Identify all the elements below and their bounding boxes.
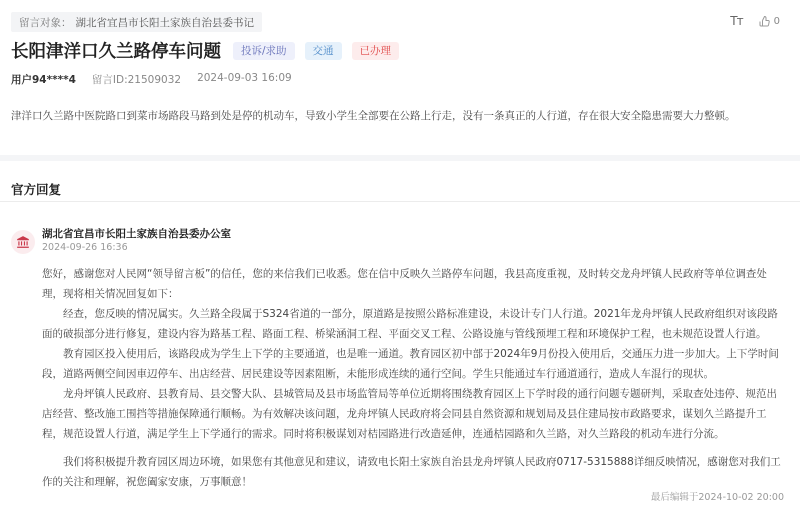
post-content: 津洋口久兰路中医院路口到菜市场路段马路到处是停的机动车，导致小学生全部要在公路上行走，没有一条真正的人行道，存在很大安全隐患需要大力整顿。 xyxy=(11,110,736,122)
page-title: 长阳津洋口久兰路停车问题 xyxy=(11,42,221,62)
like-count: 0 xyxy=(773,15,780,27)
section-divider xyxy=(0,155,800,161)
area-tag[interactable]: 交通 xyxy=(305,42,342,60)
status-badge: 已办理 xyxy=(352,42,400,60)
reply-org-name: 湖北省宜昌市长阳土家族自治县委办公室 xyxy=(42,228,231,240)
reply-paragraph: 经查，您反映的情况属实。久兰路全段属于S324省道的一部分，原道路是按照公路标准建设，未设计专门人行道。2021年龙舟坪镇人民政府组织对该段路面的破损部分进行修复，建设内容为路基工程、路面工程、桥梁涵洞工程、平面交叉工程、公路设施与管线预埋工程和环境保护工程，也未规范设置人行道。 xyxy=(42,308,778,340)
reply-body xyxy=(42,264,787,492)
last-edited: 最后编辑于2024-10-02 20:00 xyxy=(650,492,784,503)
post-date: 2024-09-03 16:09 xyxy=(197,72,292,84)
reply-date: 2024-09-26 16:36 xyxy=(42,242,128,253)
reply-section-title: 官方回复 xyxy=(11,182,62,197)
reply-paragraph: 龙舟坪镇人民政府、县教育局、县交警大队、县城管局及县市场监管局等单位近期将围绕教育园区上下学时段的通行问题专题研判，采取查处违停、规范出店经营、整改施工围挡等措施保障通行顺畅。为有效解决该问题，龙舟坪镇人民政府将会同县自然资源和规划局及县住建局按市政路要求，谋划久兰路提升工程，规范设置人行道，满足学生上下学通行的需求。同时将积极谋划对桔园路进行改造延伸，连通桔园路和久兰路，对久兰路段的机动车进行分流。 xyxy=(42,388,777,440)
government-building-icon xyxy=(16,235,30,249)
like-button[interactable] xyxy=(759,15,780,27)
target-value[interactable]: 湖北省宜昌市长阳土家族自治县委书记 xyxy=(75,16,254,29)
font-size-icon[interactable]: Tт xyxy=(730,14,743,28)
toolbar xyxy=(730,14,780,28)
message-id: 留言ID:21509032 xyxy=(91,74,182,86)
org-avatar xyxy=(11,230,35,254)
reply-paragraph: 我们将积极提升教育园区周边环境，如果您有其他意见和建议，请致电长阳土家族自治县龙舟坪镇人民政府0717-5315888详细反映情况，感谢您对我们工作的关注和理解，祝您阖家安康，万事顺意！ xyxy=(42,456,781,488)
reply-divider xyxy=(0,201,800,202)
category-tag[interactable]: 投诉/求助 xyxy=(233,42,295,60)
reply-paragraph: 教育园区投入使用后，该路段成为学生上下学的主要通道，也是唯一通道。教育园区初中部于2024年9月份投入使用后，交通压力进一步加大。上下学时间段，道路两侧空间因車辺停车、出店经营、居民建设等因素阻断，未能形成连续的通行空间。学生只能通过车行通道通行，造成人车混行的现状。 xyxy=(42,348,779,380)
thumbs-up-icon xyxy=(759,15,771,27)
message-target xyxy=(11,12,262,32)
target-label: 留言对象： xyxy=(19,16,72,29)
reply-paragraph: 您好，感谢您对人民网“领导留言板”的信任，您的来信我们已收悉。您在信中反映久兰路停车问题，我县高度重视，及时转交龙舟坪镇人民政府等单位调查处理，现将相关情况回复如下： xyxy=(42,268,767,300)
post-meta xyxy=(11,72,292,87)
user-name: 用户94****4 xyxy=(11,74,76,86)
title-row xyxy=(11,38,409,63)
